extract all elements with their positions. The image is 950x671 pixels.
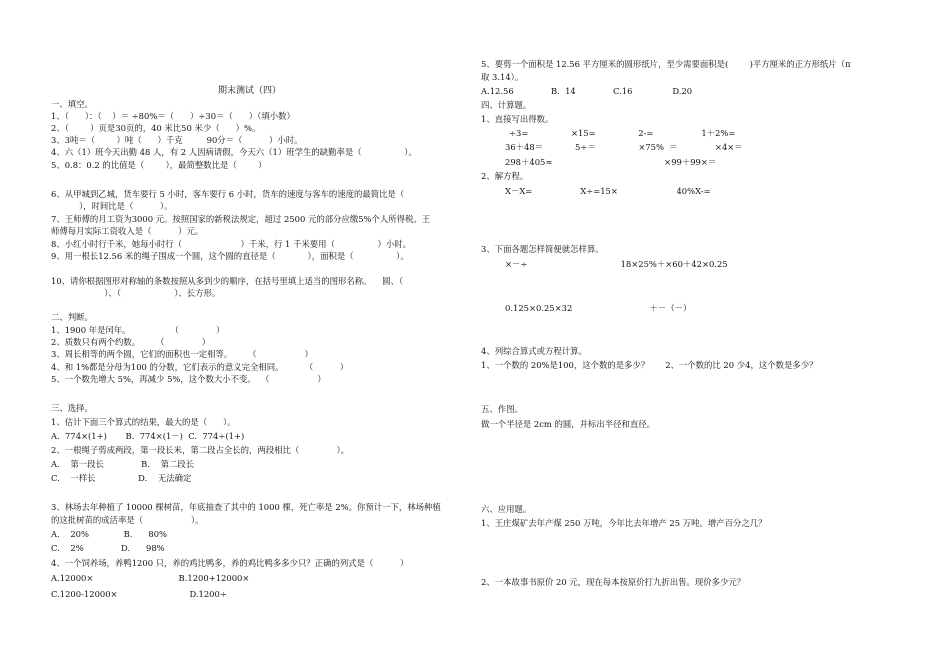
fill-question-3: 3、3吨＝（ ）吨（ ）千克 90分＝（ ）小时。	[51, 135, 303, 145]
fill-question-7-line1: 7、王师傅的月工资为3000 元。按照国家的新税法规定，超过 2500 元的部分应缴5%个人所得税。王	[51, 214, 431, 224]
choice-question-3-line1: 3、林场去年种植了 10000 棵树苗，年底抽查了其中的 1000 棵，死亡率是 2%。你预计一下，林场种植	[51, 502, 441, 512]
drawing-question-1: 做一个半径是 2cm 的圆，并标出半径和直径。	[481, 419, 656, 429]
fill-question-4: 4、六（1）班今天出勤 48 人，有 2 人因病请假，今天六（1）班学生的缺勤率是（ ）。	[51, 147, 417, 157]
calc-word-row: 1、一个数的 20%是100，这个数的是多少？ 2、一个数的比 20 少4，这个数是多少？	[481, 360, 818, 370]
calc-direct-row-1: ÷3= ×15= 2-= 1＋2%=	[509, 128, 736, 138]
calc-equation-heading: 2、解方程。	[481, 171, 529, 181]
judge-question-1: 1、1900 年是闰年。 （ ）	[51, 325, 225, 335]
fill-question-7-line2: 师傅每月实际工资收入是（ ）元。	[51, 226, 204, 236]
judge-question-5: 5、一个数先增大 5%，再减少 5%，这个数大小不变。 （ ）	[51, 374, 326, 384]
choice-question-2: 2、一根绳子剪成两段，第一段长米，第二段占全长的，两段相比（ ）。	[51, 445, 350, 455]
choice-question-2-options-cd: C. 一样长 D. 无法确定	[51, 473, 192, 483]
application-question-1: 1、王庄煤矿去年产煤 250 万吨，今年比去年增产 25 万吨。增产百分之几？	[481, 518, 767, 528]
fill-question-11-line2: 取 3.14）。	[481, 72, 524, 82]
calc-equation-row: X－X= X÷=15× 40%X-=	[505, 186, 711, 196]
calc-direct-heading: 1、直接写出得数。	[481, 114, 554, 124]
fill-question-11-options: A.12.56 B. 14 C.16 D.20	[481, 86, 693, 96]
fill-question-11-line1: 5、要剪一个面积是 12.56 平方厘米的圆形纸片，至少需要面积是( )平方厘米的正方形纸片（π	[481, 59, 851, 69]
choice-question-4-options-cd: C.1200-12000× D.1200÷	[51, 589, 227, 599]
choice-question-1: 1、估计下面三个算式的结果，最大的是（ ）。	[51, 417, 236, 427]
fill-question-9: 9、用一根长12.56 米的绳子围成一个圆，这个圆的直径是（ ），面积是（ ）。	[51, 251, 409, 261]
section-judge: 二、判断。	[51, 312, 93, 322]
choice-question-3-options-ab: A. 20% B. 80%	[51, 529, 167, 539]
judge-question-4: 4、和 1%都是分母为100 的分数，它们表示的意义完全相同。 （ ）	[51, 362, 349, 372]
section-fill-in: 一、填空。	[51, 99, 93, 109]
fill-question-1: 1、（ ）：（ ）＝ ÷80%＝（ ）÷30＝（ ）（填小数）	[51, 111, 295, 121]
calc-word-heading: 4、列综合算式或方程计算。	[481, 346, 587, 356]
calc-simplify-row-2: 0.125×0.25×32 ＋－（－）	[505, 303, 692, 313]
section-calculation: 四、计算题。	[481, 100, 532, 110]
choice-question-3-options-cd: C. 2% D. 98%	[51, 543, 165, 553]
choice-question-3-line2: 的这批树苗的成活率是（ ）。	[51, 515, 204, 525]
fill-question-6-line2: ），时间比是（ ）。	[79, 201, 173, 211]
calc-direct-row-2: 36＋48＝ 5÷＝ ×75% ＝ ×4×＝	[505, 142, 743, 152]
fill-question-2: 2、（ ）页是30页的，40 米比50 米少（ ）%。	[51, 123, 261, 133]
fill-question-8: 8、小红小时行千米，她每小时行（ ）千米，行 1 千米要用（ ）小时。	[51, 239, 412, 249]
choice-question-2-options-ab: A. 第一段长 B. 第二段长	[51, 459, 195, 469]
fill-question-10-line2: ）、（ ）、长方形。	[51, 288, 221, 298]
choice-question-4-options-ab: A.12000× B.1200+12000×	[51, 573, 250, 583]
judge-question-2: 2、质数只有两个约数。 （ ）	[51, 337, 211, 347]
fill-question-10-line1: 10、请你根据图形对称轴的条数按照从多到少的顺序，在括号里填上适当的图形名称。 圆、（	[51, 276, 404, 286]
section-drawing: 五、作图。	[481, 404, 523, 414]
calc-simplify-row-1: ×－÷ 18×25%＋×60＋42×0.25	[505, 259, 728, 269]
section-application: 六、应用题。	[481, 504, 532, 514]
application-question-2: 2、一本故事书原价 20 元，现在每本按原价打九折出售。现价多少元？	[481, 577, 746, 587]
section-choice: 三、选择。	[51, 403, 93, 413]
calc-simplify-heading: 3、下面各题怎样简便就怎样算。	[481, 244, 604, 254]
fill-question-6-line1: 6、从甲城到乙城，货车要行 5 小时，客车要行 6 小时，货车的速度与客车的速度的最简比是（	[51, 189, 405, 199]
choice-question-4: 4、一个饲养场，养鸭1200 只，养的鸡比鸭多，养的鸡比鸭多多少只？正确的列式是（ ）	[51, 558, 409, 568]
fill-question-5: 5、0.8：0.2 的比值是（ ），最简整数比是（ ）	[51, 160, 267, 170]
judge-question-3: 3、周长相等的两个圆，它们的面积也一定相等。 （ ）	[51, 349, 313, 359]
calc-direct-row-3: 298＋405≈ ×99＋99×＝	[505, 157, 717, 167]
exam-title: 期末测试（四）	[218, 86, 282, 96]
choice-question-1-options: A. 774×(1+) B. 774×(1－) C. 774÷(1+)	[51, 431, 245, 441]
